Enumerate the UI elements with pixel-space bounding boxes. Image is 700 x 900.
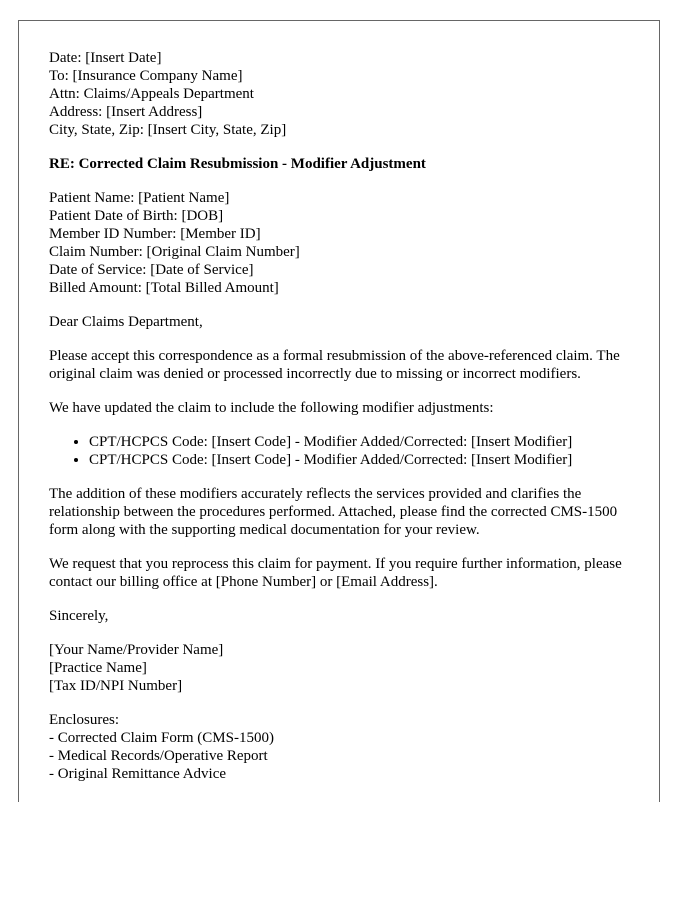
modifier-list <box>49 433 639 469</box>
letter-page <box>18 20 660 802</box>
paragraph-modifier-intro: We have updated the claim to include the following modifier adjustments: <box>49 400 494 416</box>
closing-sincerely: Sincerely, <box>49 608 109 624</box>
billed-amount-line: Billed Amount: [Total Billed Amount] <box>49 280 279 296</box>
claim-number-line: Claim Number: [Original Claim Number] <box>49 244 300 260</box>
practice-name: [Practice Name] <box>49 660 147 676</box>
modifier-list-item: • CPT/HCPCS Code: [Insert Code] - Modifier Added/Corrected: [Insert Modifier] <box>89 451 639 469</box>
to-line: To: [Insurance Company Name] <box>49 68 243 84</box>
patient-dob-line: Patient Date of Birth: [DOB] <box>49 208 224 224</box>
patient-info-block <box>49 189 639 297</box>
attn-line: Attn: Claims/Appeals Department <box>49 86 254 102</box>
date-of-service-line: Date of Service: [Date of Service] <box>49 262 254 278</box>
recipient-block <box>49 49 639 139</box>
patient-name-line: Patient Name: [Patient Name] <box>49 190 230 206</box>
city-state-zip-line: City, State, Zip: [Insert City, State, Zip] <box>49 122 287 138</box>
paragraph-resubmission: Please accept this correspondence as a formal resubmission of the above-referenced claim. The original claim was denied or processed incorrectly due to missing or incorrect modifiers. <box>49 348 620 382</box>
salutation: Dear Claims Department, <box>49 314 203 330</box>
tax-id-npi: [Tax ID/NPI Number] <box>49 678 183 694</box>
enclosures-label: Enclosures: <box>49 712 119 728</box>
modifier-list-item: • CPT/HCPCS Code: [Insert Code] - Modifier Added/Corrected: [Insert Modifier] <box>89 433 639 451</box>
member-id-line: Member ID Number: [Member ID] <box>49 226 261 242</box>
enclosures-block <box>49 711 639 783</box>
subject-line: RE: Corrected Claim Resubmission - Modifier Adjustment <box>49 156 426 172</box>
enclosure-item: - Corrected Claim Form (CMS-1500) <box>49 730 274 746</box>
letter-content <box>49 49 639 783</box>
signature-block <box>49 641 639 695</box>
paragraph-request: We request that you reprocess this claim for payment. If you require further information, please contact our billing office at [Phone Number] or [Email Address]. <box>49 556 622 590</box>
address-line: Address: [Insert Address] <box>49 104 203 120</box>
signer-name: [Your Name/Provider Name] <box>49 642 224 658</box>
date-line: Date: [Insert Date] <box>49 50 162 66</box>
paragraph-explanation: The addition of these modifiers accurately reflects the services provided and clarifies the relationship between the procedures performed. Attached, please find the corrected CMS-1500 form along with the supporting medical documentation for your review. <box>49 486 618 538</box>
enclosure-item: - Original Remittance Advice <box>49 766 227 782</box>
enclosure-item: - Medical Records/Operative Report <box>49 748 268 764</box>
